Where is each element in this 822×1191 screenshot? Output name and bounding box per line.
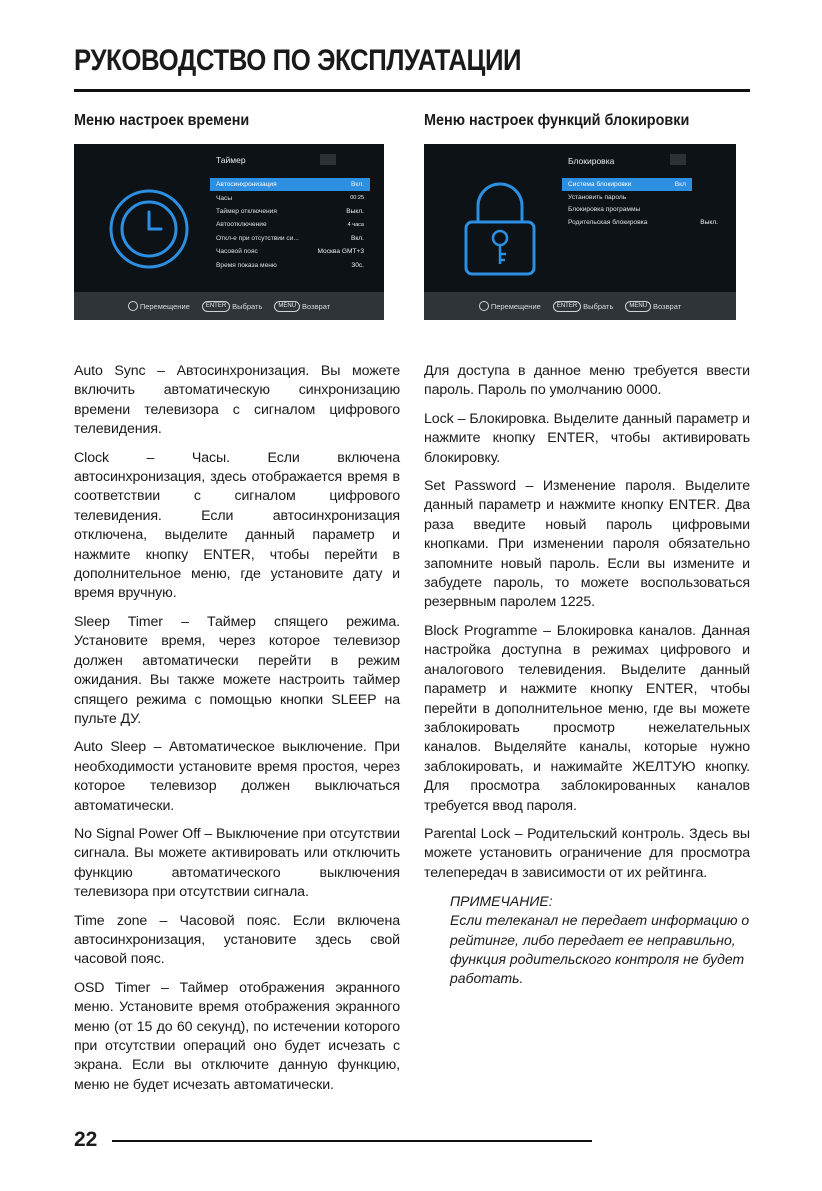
footer-rule (112, 1140, 592, 1142)
menu-item-label: Откл-е при отсутствии си... (216, 234, 299, 242)
paragraph-access: Для доступа в данное меню требуется ввести пароль. Пароль по умолчанию 0000. (424, 363, 750, 399)
menu-item-block-programme[interactable] (562, 204, 692, 217)
menu-item-sleep-timer[interactable] (210, 205, 370, 218)
paragraph-auto-sync: Auto Sync – Автосинхронизация. Вы можете включить автоматическую синхронизацию времени телевизора с сигналом цифрового телевидения. (74, 363, 400, 438)
menu-item-label: Время показа меню (216, 261, 277, 269)
footer-move (128, 301, 190, 311)
enter-key-icon: ENTER (202, 301, 230, 312)
navigation-icon (128, 301, 138, 311)
menu-item-value: 30с. (351, 261, 364, 269)
menu-item-label: Таймер отключения (216, 207, 277, 215)
lock-menu-footer (424, 292, 736, 320)
timer-menu-footer (74, 292, 384, 320)
menu-item-auto-sleep[interactable] (210, 218, 370, 231)
menu-key-icon: MENU (625, 301, 651, 312)
menu-item-label: Блокировка программы (568, 206, 641, 214)
footer-back (274, 301, 330, 312)
menu-item-label: Установить пароль (568, 193, 627, 201)
lock-menu-title: Блокировка (568, 156, 615, 166)
paragraph-set-password: Set Password – Изменение пароля. Выделите данный параметр и нажмите кнопку ENTER. Два раза введите новый пароль цифровыми кнопками. При изменении пароля обязательно запомните новый пароль. Если вы измените и забудете пароль, то можете воспользоваться резервным паролем 1225. (424, 478, 750, 611)
menu-item-osd-timer[interactable] (210, 258, 370, 271)
menu-corner-box (670, 154, 686, 165)
left-column (74, 112, 400, 1104)
lock-menu-screenshot (424, 144, 736, 320)
footer-select (553, 301, 614, 312)
menu-key-icon: MENU (274, 301, 300, 312)
menu-item-value: 00:25 (350, 195, 364, 202)
menu-corner-box (320, 154, 336, 165)
note-label: ПРИМЕЧАНИЕ: (450, 893, 553, 910)
enter-key-icon: ENTER (553, 301, 581, 312)
footer-move (479, 301, 541, 311)
timer-menu-list (210, 178, 370, 272)
menu-item-time-zone[interactable] (210, 245, 370, 258)
footer-select-label: Выбрать (583, 301, 614, 311)
right-column (424, 112, 750, 989)
title-rule (74, 89, 750, 92)
paragraph-time-zone: Time zone – Часовой пояс. Если включена автосинхронизация, установите здесь свой часовой пояс. (74, 912, 400, 968)
paragraph-auto-sleep: Auto Sleep – Автоматическое выключение. При необходимости установите время простоя, через которое телевизор должен выключаться автоматически. (74, 739, 400, 814)
lock-menu-list (562, 178, 718, 229)
left-body-text (74, 362, 400, 1095)
padlock-icon (460, 176, 540, 280)
footer-select-label: Выбрать (232, 301, 263, 311)
menu-item-value: Вкл (674, 181, 686, 188)
note-block (450, 892, 750, 989)
footer-move-label: Перемещение (490, 301, 541, 311)
time-settings-heading: Меню настроек времени (74, 112, 250, 129)
right-body-text (424, 362, 750, 989)
paragraph-clock: Clock – Часы. Если включена автосинхронизация, здесь отображается время в соответствии с сигналом цифрового телевидения. Если автосинхронизация отключена, выделите данный параметр и нажмите кнопку ENTER, чтобы перейти в дополнительное меню, где установите дату и время вручную. (74, 449, 400, 602)
clock-icon (104, 184, 194, 274)
paragraph-lock: Lock – Блокировка. Выделите данный параметр и нажмите кнопку ENTER, чтобы активировать блокировку. (424, 410, 750, 466)
note-text: Если телеканал не передает информацию о рейтинге, либо передает ее неправильно, функция родительского контроля не будет работать. (450, 912, 750, 987)
menu-item-label: Система блокировки (568, 181, 632, 188)
paragraph-parental-lock: Parental Lock – Родительский контроль. Здесь вы можете установить ограничение для просмотра телепередач в зависимости от их рейтинга. (424, 825, 750, 881)
menu-item-value: Выкл. (346, 207, 364, 215)
menu-item-value: Выкл. (700, 218, 718, 226)
footer-back-label: Возврат (653, 301, 682, 311)
paragraph-osd-timer: OSD Timer – Таймер отображения экранного меню. Установите время отображения экранного меню (от 15 до 60 секунд), по истечении которого при отсутствии операций оно будет исчезать с экрана. Если вы отключите данную функцию, меню не будет исчезать автоматически. (74, 979, 400, 1093)
menu-item-clock[interactable] (210, 191, 370, 204)
footer-back-label: Возврат (302, 301, 331, 311)
menu-item-label: Часы (216, 194, 233, 202)
lock-settings-heading: Меню настроек функций блокировки (424, 112, 690, 129)
menu-item-no-signal-off[interactable] (210, 232, 370, 245)
menu-item-value: Вкл. (350, 234, 364, 242)
footer-move-label: Перемещение (139, 301, 190, 311)
paragraph-block-programme: Block Programme – Блокировка каналов. Данная настройка доступна в режимах цифрового и аналогового телевидения. Выделите данный параметр и нажмите кнопку ENTER, чтобы перейти в дополнительное меню, где вы можете заблокировать просмотр нежелательных каналов. Выделяйте каналы, которые нужно заблокировать, и нажимайте ЖЕЛТУЮ кнопку. Для просмотра заблокированных каналов требуется ввод пароля. (424, 622, 750, 814)
menu-item-value: 4 часа (347, 221, 364, 228)
menu-item-label: Родительская блокировка (568, 218, 648, 226)
menu-item-lock-system[interactable] (562, 178, 692, 191)
menu-item-value: Москва GMT+3 (317, 248, 364, 256)
paragraph-no-signal-off: No Signal Power Off – Выключение при отсутствии сигнала. Вы можете активировать или отключить функцию автоматического выключения телевизора при отсутствии сигнала. (74, 825, 400, 901)
paragraph-sleep-timer: Sleep Timer – Таймер спящего режима. Установите время, через которое телевизор должен автоматически перейти в режим ожидания. Вы также можете настроить таймер спящего режима с помощью кнопки SLEEP на пульте ДУ. (74, 613, 400, 727)
menu-item-parental-lock[interactable] (562, 216, 724, 229)
menu-item-value: Вкл. (350, 181, 364, 189)
menu-item-auto-sync[interactable] (210, 178, 370, 191)
navigation-icon (479, 301, 489, 311)
page-title: РУКОВОДСТВО ПО ЭКСПЛУАТАЦИИ (74, 44, 522, 77)
page-number: 22 (74, 1128, 98, 1151)
timer-menu-screenshot (74, 144, 384, 320)
footer-select (202, 301, 263, 312)
footer-back (625, 301, 681, 312)
timer-menu-title: Таймер (216, 155, 246, 165)
menu-item-label: Автосинхронизация (216, 181, 277, 189)
menu-item-label: Часовой пояс (216, 248, 258, 256)
menu-item-set-password[interactable] (562, 191, 692, 204)
menu-item-label: Автоотключение (216, 221, 267, 229)
